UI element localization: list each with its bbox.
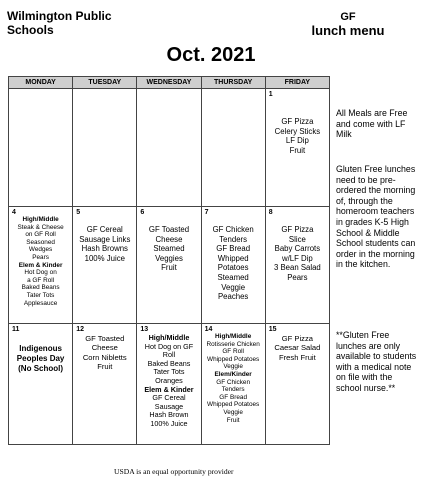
header-monday: MONDAY xyxy=(9,77,73,89)
week-row-2 xyxy=(9,207,330,324)
day-cell-oct-4 xyxy=(9,207,73,324)
group-label-elem-kinder: Elem/Kinder xyxy=(214,370,252,378)
day-cell-oct-5 xyxy=(73,207,137,324)
day-number: 8 xyxy=(268,209,273,216)
day-number: 6 xyxy=(140,209,145,216)
day-cell-oct-7 xyxy=(201,207,265,324)
day-number: 5 xyxy=(76,209,81,216)
group-label-high-middle: High/Middle xyxy=(148,333,190,342)
menu-text: GF Cereal Sausage Links Hash Browns 100% Juice xyxy=(79,225,131,263)
menu-high-middle: Steak & Cheese on GF Roll Seasoned Wedges Pears xyxy=(17,223,64,261)
note-free-meals-text: All Meals are Free and come with LF Milk xyxy=(336,108,408,140)
note-free-meals xyxy=(336,108,420,140)
menu-text: GF Chicken Tenders GF Bread Whipped Potatoes Steamed Veggie Peaches xyxy=(212,225,254,302)
header-tuesday: TUESDAY xyxy=(73,77,137,89)
header-wednesday: WEDNESDAY xyxy=(137,77,201,89)
day-cell-oct-15 xyxy=(265,324,329,445)
menu-high-middle: Rotisserie Chicken GF Roll Whipped Potatoes Veggie xyxy=(206,340,260,371)
day-cell-empty xyxy=(9,89,73,207)
group-label-elem-kinder: Elem & Kinder xyxy=(18,261,63,269)
menu-elem-kinder: GF Chicken Tenders GF Bread Whipped Potatoes Veggie Fruit xyxy=(207,378,260,424)
group-label-high-middle: High/Middle xyxy=(215,333,252,340)
day-cell-oct-8 xyxy=(265,207,329,324)
menu-heading xyxy=(308,11,388,37)
menu-high-middle: Hot Dog on GF Roll Baked Beans Tater Tots Oranges xyxy=(144,341,194,385)
school-name: Wilmington Public Schools xyxy=(7,9,112,37)
day-number: 4 xyxy=(12,209,16,216)
day-number: 15 xyxy=(268,326,277,333)
menu-text xyxy=(137,324,200,429)
menu-text: GF Toasted Cheese Steamed Veggies Fruit xyxy=(148,225,190,273)
note-preorder xyxy=(336,164,420,270)
day-number: 13 xyxy=(140,326,149,333)
menu-label: lunch menu xyxy=(311,23,385,38)
menu-calendar xyxy=(8,76,330,445)
note-preorder-text: Gluten Free lunches need to be pre-ordered the morning of, through the homeroom teachers in grades K-5 High School & Middle School students can order in the morning in the kitchen. xyxy=(336,164,416,270)
day-number: 7 xyxy=(204,209,209,216)
day-cell-oct-11 xyxy=(9,324,73,445)
group-label-elem-kinder: Elem & Kinder xyxy=(144,384,194,394)
usda-footer: USDA is an equal opportunity provider xyxy=(114,467,234,476)
day-cell-oct-14 xyxy=(201,324,265,445)
day-cell-empty xyxy=(201,89,265,207)
day-number: 11 xyxy=(12,326,20,333)
menu-text xyxy=(202,324,265,424)
gf-label: GF xyxy=(340,11,356,23)
menu-text: GF Pizza Celery Sticks LF Dip Fruit xyxy=(274,117,321,155)
menu-elem-kinder: Hot Dog on a GF Roll Baked Beans Tater Tots Applesauce xyxy=(21,269,60,307)
day-cell-oct-12 xyxy=(73,324,137,445)
day-cell-empty xyxy=(73,89,137,207)
day-number: 1 xyxy=(268,91,273,98)
group-label-high-middle: High/Middle xyxy=(22,216,59,223)
header-friday: FRIDAY xyxy=(265,77,329,89)
week-row-3 xyxy=(9,324,330,445)
day-cell-oct-1 xyxy=(265,89,329,207)
menu-text: GF Toasted Cheese Corn Nibletts Fruit xyxy=(82,334,127,372)
menu-text: GF Pizza Slice Baby Carrots w/LF Dip 3 Bean Salad Pears xyxy=(273,225,321,282)
day-number: 14 xyxy=(204,326,213,333)
menu-text xyxy=(9,207,72,307)
day-number: 12 xyxy=(76,326,84,333)
menu-elem-kinder: GF Cereal Sausage Hash Brown 100% Juice xyxy=(149,393,189,428)
weekday-header-row xyxy=(9,77,330,89)
day-cell-oct-6 xyxy=(137,207,201,324)
holiday-text: Indigenous Peoples Day (No School) xyxy=(16,344,65,373)
month-title: Oct. 2021 xyxy=(166,44,256,66)
menu-text: GF Pizza Caesar Salad Fresh Fruit xyxy=(274,334,321,362)
note-medical xyxy=(336,330,420,394)
note-medical-text: **Gluten Free lunches are only available to students with a medical note on file with the school nurse.** xyxy=(336,330,417,393)
day-cell-oct-13 xyxy=(137,324,201,445)
week-row-1 xyxy=(9,89,330,207)
day-cell-empty xyxy=(137,89,201,207)
header-thursday: THURSDAY xyxy=(201,77,265,89)
